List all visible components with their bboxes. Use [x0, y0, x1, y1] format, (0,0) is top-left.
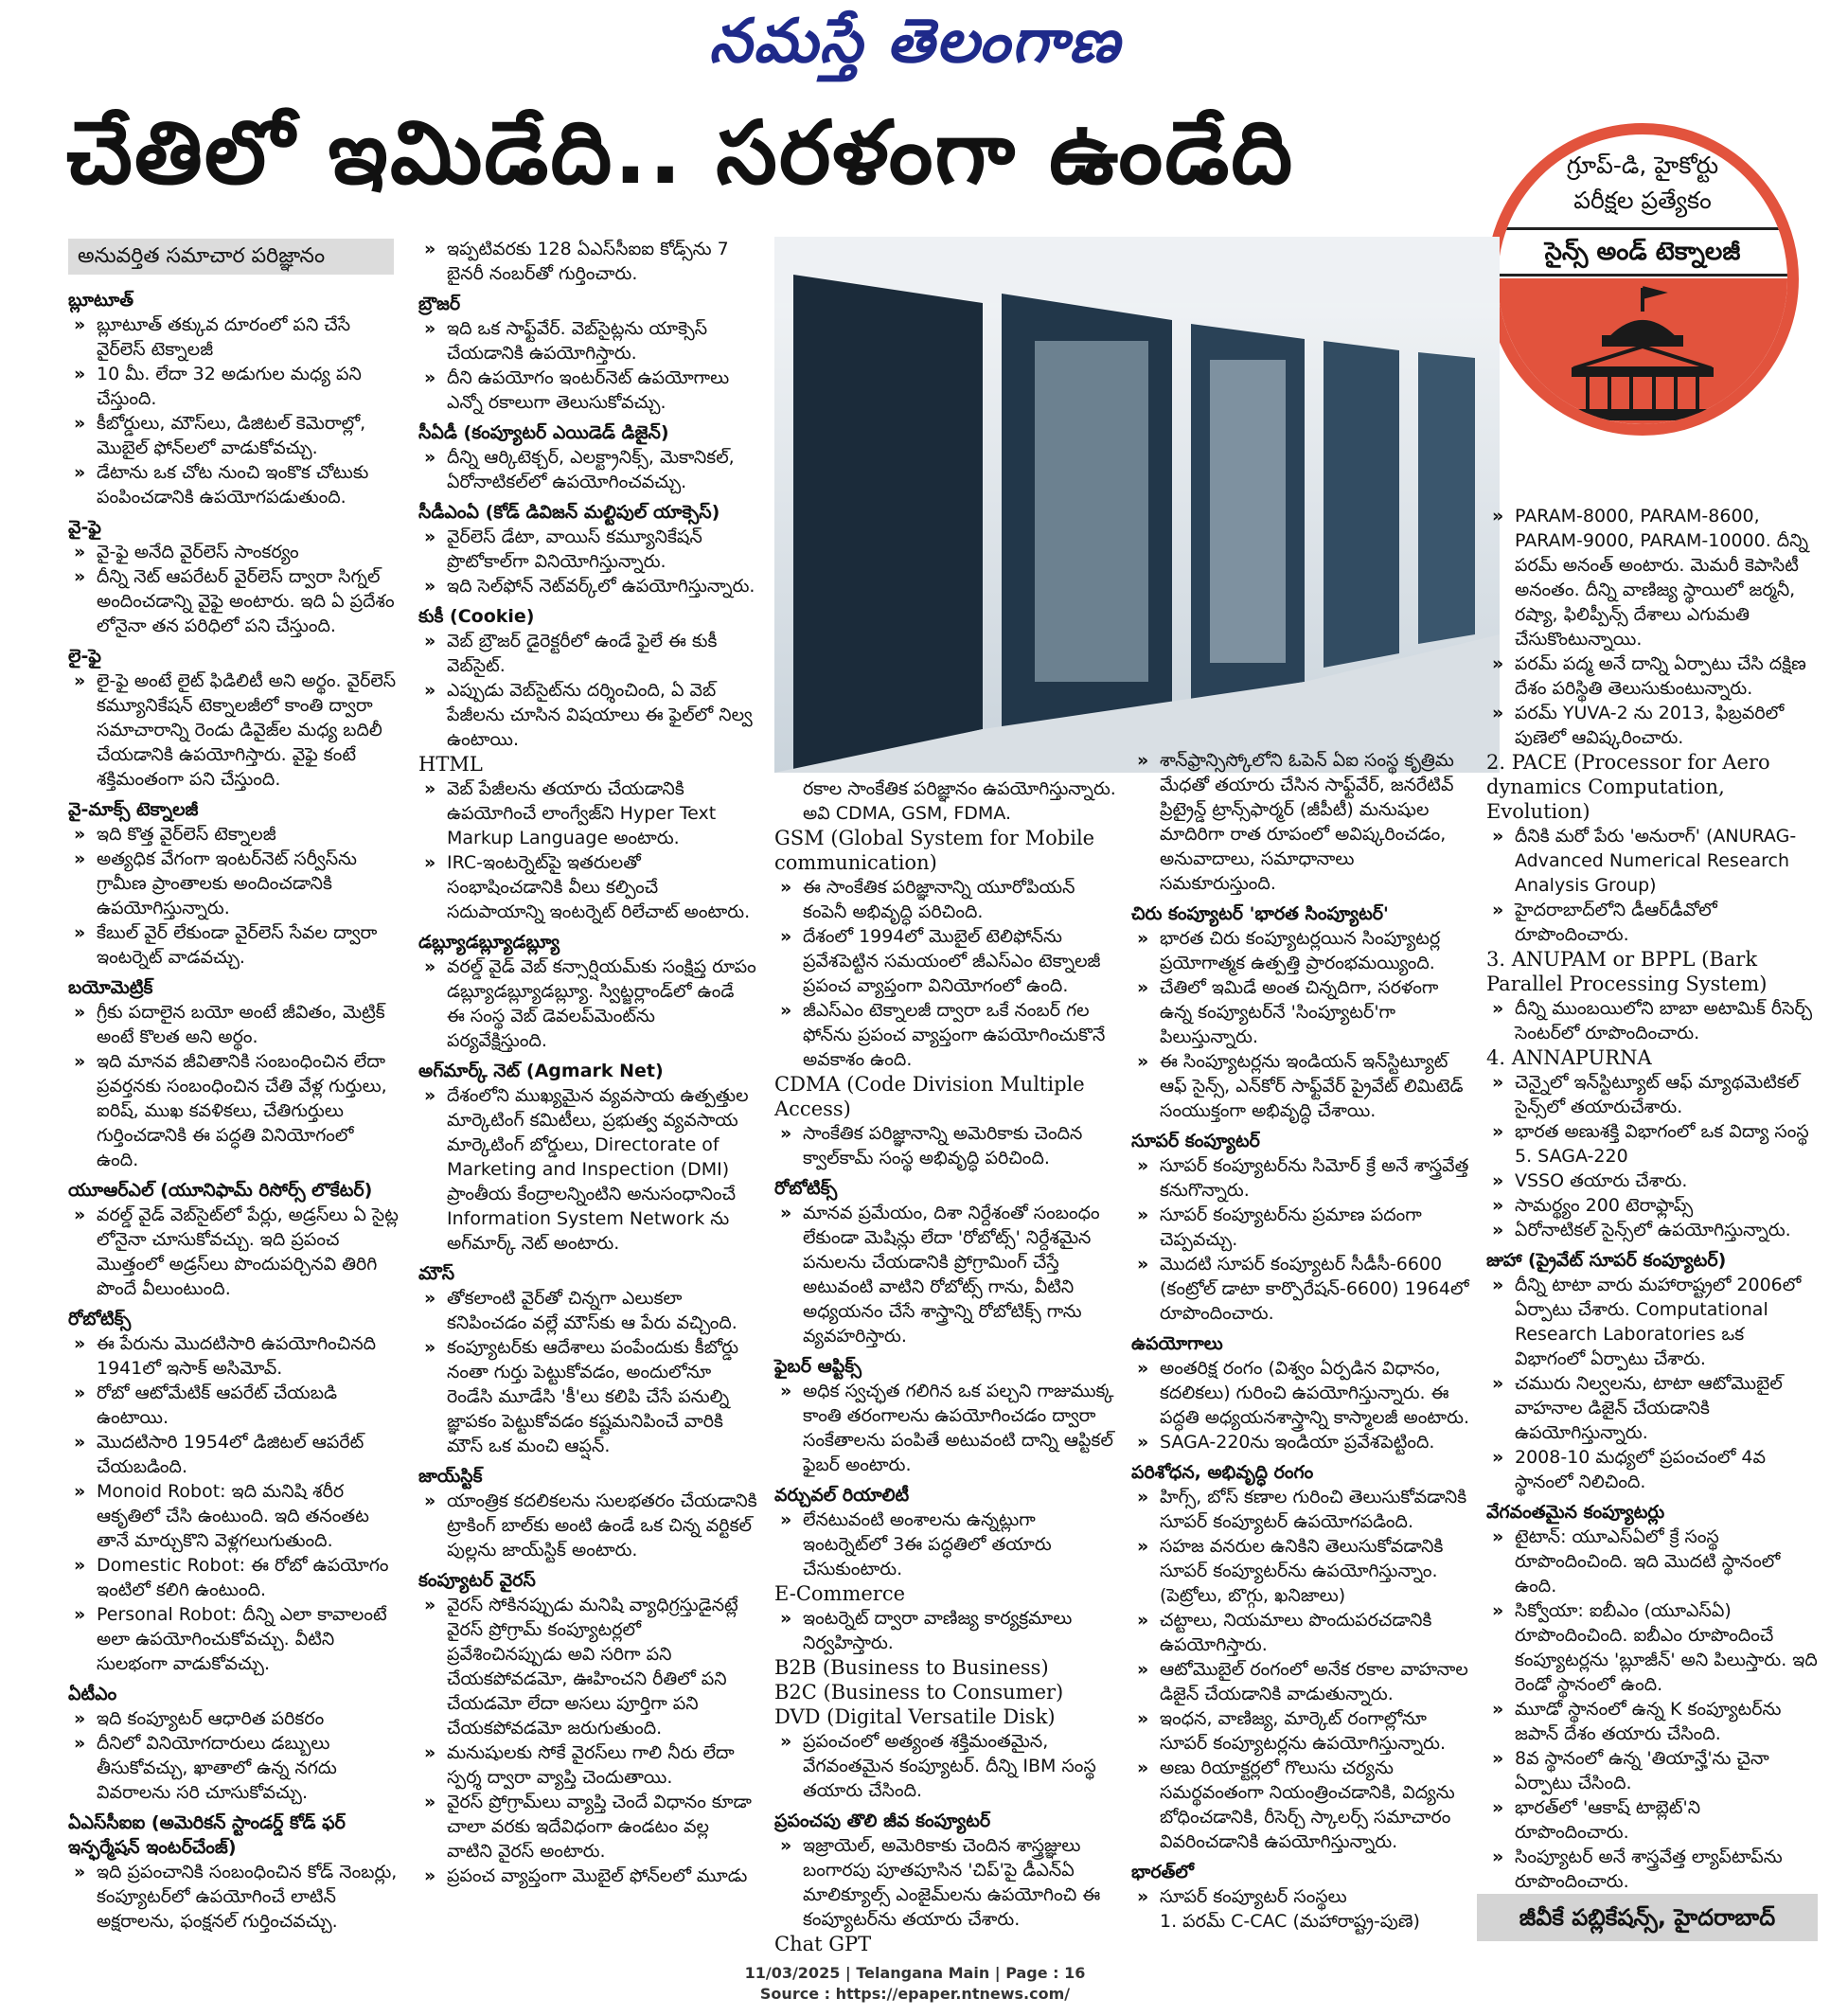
- column-2: [418, 237, 757, 1888]
- list-item: 2. PACE (Processor for Aero dynamics Computation, Evolution): [1486, 751, 1770, 823]
- section-heading: మౌస్: [418, 1263, 455, 1284]
- section-heading: ఏఎస్‌సీఐఐ (అమెరికన్ స్టాండర్డ్ కోడ్ ఫర్ ఇన్ఫర్మేషన్ ఇంటర్‌చేంజ్): [68, 1812, 346, 1858]
- list-item: » సూపర్ కంప్యూటర్ సంస్థలు: [1131, 1884, 1470, 1909]
- list-item: » Personal Robot: దీన్ని ఎలా కావాలంటే అలా ఉపయోగించుకోవచ్చు. వీటిని సులభంగా వాడుకోవచ్చు.: [68, 1602, 400, 1676]
- list-item: » మనుషులకు సోకే వైరస్‌లు గాలి నీరు లేదా స్పర్శ ద్వారా వ్యాప్తి చెందుతాయి.: [418, 1740, 757, 1790]
- list-item: » మొదటి సూపర్ కంప్యూటర్ సీడీసీ-6600 (కంట్రోల్ డాటా కార్పొరేషన్-6600) 1964లో రూపొందించారు.: [1131, 1252, 1470, 1326]
- list-item: » రోబో ఆటోమేటిక్ ఆపరేట్ చేయబడి ఉంటాయి.: [68, 1381, 400, 1430]
- list-item: 1. పరమ్ C-CAC (మహారాష్ట్ర-పుణె): [1160, 1911, 1420, 1932]
- section-heading: రోబోటిక్స్: [774, 1178, 838, 1199]
- list-item: » గ్రీకు పదాలైన బయో అంటే జీవితం, మెట్రిక్ అంటే కొలత అని అర్థం.: [68, 1000, 400, 1049]
- list-item: » లేనటువంటి అంశాలను ఉన్నట్లుగా ఇంటర్నెట్‌లో 3ఈ పద్ధతిలో తయారు చేసుకుంటారు.: [774, 1508, 1117, 1581]
- list-item: » చెన్నైలో ఇన్‌స్టిట్యూట్ ఆఫ్ మ్యాథమెటికల్ సైన్స్‌లో తయారుచేశారు.: [1486, 1070, 1818, 1119]
- list-item: » సిక్వోయా: ఐబీఎం (యూఎస్‌ఏ) రూపొందించింది. ఐబీఎం రూపొందించే కంప్యూటర్లను 'బ్లూజీన్' అని పిలుస్తారు. ఇది రెండో స్థానంలో ఉంది.: [1486, 1598, 1818, 1697]
- footer-source: Source : https://epaper.ntnews.com/: [759, 1985, 1071, 2003]
- list-item: » అత్యధిక వేగంగా ఇంటర్‌నెట్ సర్వీస్‌ను గ్రామీణ ప్రాంతాలకు అందించడానికి ఉపయోగిస్తున్నారు.: [68, 847, 400, 920]
- section-heading: సూపర్ కంప్యూటర్: [1131, 1131, 1260, 1151]
- publisher-credit: జీవీకే పబ్లికేషన్స్, హైదరాబాద్: [1477, 1894, 1818, 1941]
- list-item: CDMA (Code Division Multiple Access): [774, 1073, 1085, 1120]
- section-heading: జాయ్‌స్టిక్: [418, 1466, 483, 1487]
- list-item: » దీన్ని ముంబయిలోని బాబా అటామిక్ రీసెర్చ్ సెంటర్‌లో రూపొందించారు.: [1486, 996, 1818, 1045]
- list-item: రకాల సాంకేతిక పరిజ్ఞానం ఉపయోగిస్తున్నారు. అవి CDMA, GSM, FDMA.: [803, 778, 1116, 824]
- list-item: » లై-ఫై అంటే లైట్ ఫిడిలిటీ అని అర్థం. వైర్‌లెస్ కమ్యూనికేషన్ టెక్నాలజీలో కాంతి ద్వారా సమాచారాన్ని రెండు డివైజ్‌ల మధ్య బదిలీ చేయడానికి ఉపయోగిస్తారు. వైఫై కంటే శక్తిమంతంగా పని చేస్తుంది.: [68, 669, 400, 792]
- section-heading: ఉపయోగాలు: [1131, 1333, 1223, 1354]
- list-item: B2B (Business to Business): [774, 1656, 1049, 1679]
- section-heading: బయోమెట్రిక్: [68, 977, 153, 998]
- list-item: » Domestic Robot: ఈ రోబో ఉపయోగం ఇంటిలో కలిగి ఉంటుంది.: [68, 1553, 400, 1602]
- list-item: » వై-ఫై అనేది వైర్‌లెస్ సాంకర్యం: [68, 540, 400, 564]
- list-item: » సాంకేతిక పరిజ్ఞానాన్ని అమెరికాకు చెందిన క్వాల్‌కామ్ సంస్థ అభివృద్ధి పరిచింది.: [774, 1121, 1117, 1170]
- list-item: » IRC-ఇంటర్నెట్‌పై ఇతరులతో సంభాషించడానికి వీలు కల్పించే సదుపాయాన్ని ఇంటర్నెట్ రిలేచాట్ అంటారు.: [418, 850, 757, 924]
- list-item: » దీనికి మరో పేరు 'అనురాగ్' (ANURAG-Advanced Numerical Research Analysis Group): [1486, 824, 1818, 898]
- list-item: E-Commerce: [774, 1582, 906, 1605]
- list-item: 3. ANUPAM or BPPL (Bark Parallel Processing System): [1486, 948, 1768, 995]
- section-heading: వై-ఫై: [68, 517, 101, 538]
- list-item: » ఆటోమొబైల్ రంగంలో అనేక రకాల వాహనాల డిజైన్ చేయడానికి వాడుతున్నారు.: [1131, 1657, 1470, 1706]
- list-item: » సూపర్ కంప్యూటర్‌ను సిమోర్ క్రే అనే శాస్త్రవేత్త కనుగొన్నారు.: [1131, 1153, 1470, 1203]
- list-item: » టైటాన్: యూఎస్‌ఏలో క్రే సంస్థ రూపొందించింది. ఇది మొదటి స్థానంలో ఉంది.: [1486, 1525, 1818, 1598]
- list-item: » జీఎస్‌ఎం టెక్నాలజీ ద్వారా ఒకే నంబర్ గల ఫోన్‌ను ప్రపంచ వ్యాప్తంగా ఉపయోగించుకొనే అవకాశం ఉంది.: [774, 998, 1117, 1072]
- list-item: » భారత్‌లో 'ఆకాష్ టాబ్లెట్'ని రూపొందించారు.: [1486, 1795, 1818, 1845]
- list-item: GSM (Global System for Mobile communication): [774, 827, 1095, 874]
- list-item: » PARAM-8000, PARAM-8600, PARAM-9000, PARAM-10000. దీన్ని పరమ్ అనంత్ అంటారు. మెమరీ కెపాసిటీ అనంతం. దీన్ని వాణిజ్య స్థాయిలో జర్మనీ, రష్యా, ఫిలిప్పీన్స్ దేశాలు ఎగుమతి చేసుకొంటున్నాయి.: [1486, 504, 1818, 651]
- list-item: » మొదటిసారి 1954లో డిజిటల్ ఆపరేట్ చేయబడింది.: [68, 1430, 400, 1479]
- list-item: » వెబ్ బ్రౌజర్ డైరెక్టరీలో ఉండే ఫైలే ఈ కుకీ వెబ్‌సైట్.: [418, 629, 757, 678]
- section-heading: సీడీఎంఏ (కోడ్ డివిజన్ మల్టిపుల్ యాక్సెస్): [418, 502, 720, 523]
- section-heading: అగ్‌మార్క్ నెట్ (Agmark Net): [418, 1061, 664, 1081]
- list-item: » దేశంలోని ముఖ్యమైన వ్యవసాయ ఉత్పత్తుల మార్కెటింగ్ కమిటీలు, ప్రభుత్వ వ్యవసాయ మార్కెటింగ్ బోర్డులు, Directorate of Marketing and Inspection (DMI) ప్రాంతీయ కేంద్రాలన్నింటిని అనుసంధానించే Information System Network ను అగ్‌మార్క్ నెట్ అంటారు.: [418, 1083, 757, 1256]
- list-item: » దీన్ని ఆర్కిటెక్చర్, ఎలక్ట్రానిక్స్, మెకానికల్, ఏరోనాటికల్‌లో ఉపయోగించవచ్చు.: [418, 445, 757, 494]
- list-item: » అణు రియాక్టర్లలో గొలుసు చర్యను సమర్థవంతంగా నియంత్రించడానికి, విద్యను బోధించడానికి, రీసెర్చ్ స్కాలర్స్ సమాచారం వివరించడానికి ఉపయోగిస్తున్నారు.: [1131, 1756, 1470, 1854]
- list-item: » యాంత్రిక కదలికలను సులభతరం చేయడానికి ట్రాకింగ్ బాల్‌కు అంటి ఉండే ఒక చిన్న వర్టికల్ పుల్లను జాయ్‌స్టిక్ అంటారు.: [418, 1489, 757, 1562]
- list-item: » దీని ఉపయోగం ఇంటర్‌నెట్ ఉపయోగాలు ఎన్నో రకాలుగా తెలుసుకోవచ్చు.: [418, 366, 757, 415]
- section-heading: కంప్యూటర్ వైరస్: [418, 1570, 536, 1591]
- headline: చేతిలో ఇమిడేది.. సరళంగా ఉండేది: [66, 102, 1295, 204]
- list-item: » 10 మీ. లేదా 32 అడుగుల మధ్య పని చేస్తుంది.: [68, 362, 400, 411]
- list-item: » బ్లూటూత్ తక్కువ దూరంలో పని చేసే వైర్‌లెస్ టెక్నాలజీ: [68, 312, 400, 362]
- list-item: » ఇప్పటివరకు 128 ఏఎస్‌సీఐఐ కోడ్స్‌ను 7 బైనరీ నంబర్‌తో గుర్తించారు.: [418, 237, 757, 286]
- list-item: » వెబ్ పేజీలను తయారు చేయడానికి ఉపయోగించే లాంగ్వేజ్‌ని Hyper Text Markup Language అంటారు.: [418, 776, 757, 850]
- list-item: » పరమ్ YUVA-2 ను 2013, ఫిబ్రవరిలో పుణెలో ఆవిష్కరించారు.: [1486, 701, 1818, 750]
- list-item: Chat GPT: [774, 1933, 872, 1955]
- list-item: » వైర్‌లెస్ డేటా, వాయిస్ కమ్యూనికేషన్ ప్రొటోకాల్‌గా వినియోగిస్తున్నారు.: [418, 525, 757, 574]
- list-item: » దీనిలో వినియోగదారులు డబ్బులు తీసుకోవచ్చు, ఖాతాలో ఉన్న నగదు వివరాలను సరి చూసుకోవచ్చు.: [68, 1731, 400, 1805]
- list-item: HTML: [418, 753, 483, 776]
- section-heading: సీఏడీ (కంప్యూటర్ ఎయిడెడ్ డిజైన్): [418, 422, 669, 443]
- list-item: » ఏరోనాటికల్ సైన్స్‌లో ఉపయోగిస్తున్నారు.: [1486, 1218, 1818, 1242]
- list-item: » ఈ సాంకేతిక పరిజ్ఞానాన్ని యూరోపియన్ కంపెనీ అభివృద్ధి పరిచింది.: [774, 875, 1117, 924]
- section-heading: డబ్ల్యూడబ్ల్యూడబ్ల్యూ: [418, 932, 560, 953]
- list-item: » హైదరాబాద్‌లోని డీఆర్‌డీవోలో రూపొందించారు.: [1486, 898, 1818, 947]
- supercomputer-photo: [774, 237, 1500, 773]
- list-item: » ఇజ్రాయెల్, అమెరికాకు చెందిన శాస్త్రజ్ఞులు బంగారపు పూతపూసిన 'చిప్'పై డీఎన్‌ఏ మాలిక్యూల్స్ ఎంజైమ్‌లను ఉపయోగించి ఈ కంప్యూటర్‌ను తయారు చేశారు.: [774, 1833, 1117, 1932]
- list-item: » సామర్థ్యం 200 టెరాఫ్లాప్స్: [1486, 1193, 1818, 1218]
- list-item: » వరల్డ్ వైడ్ వెబ్‌సైట్‌లో పేర్లు, అడ్రస్‌లు ఏ సైట్ల లోనైనా చూసుకోవచ్చు. ఇది ప్రపంచ మొత్తంలో అడ్రస్‌లు పొందుపర్చినవి తిరిగి పొందే వీలుంటుంది.: [68, 1203, 400, 1301]
- section-heading: లై-ఫై: [68, 646, 101, 667]
- list-item: » అధిక స్వచ్ఛత గలిగిన ఒక పల్చని గాజుముక్క కాంతి తరంగాలను ఉపయోగించడం ద్వారా సంకేతాలను పంపితే అటువంటి దాన్ని ఆప్టికల్ ఫైబర్ అంటారు.: [774, 1379, 1117, 1477]
- badge-line-2: పరీక్షల ప్రత్యేకం: [1573, 187, 1712, 214]
- column-5: [1486, 504, 1818, 1894]
- government-building-icon: [1498, 278, 1787, 430]
- section-heading: బ్రౌజర్: [418, 294, 461, 314]
- list-item: » ఇది మానవ జీవితానికి సంబంధించిన లేదా ప్రవర్తనకు సంబంధించిన చేతి వేళ్ల గుర్తులు, ఐరిష్, ముఖ కవళికలు, చేతిగుర్తులు గుర్తించడానికి ఈ పద్ధతి వినియోగంలో ఉంది.: [68, 1049, 400, 1172]
- list-item: » మూడో స్థానంలో ఉన్న K కంప్యూటర్‌ను జపాన్ దేశం తయారు చేసింది.: [1486, 1697, 1818, 1746]
- list-item: » వైరస్ సోకినప్పుడు మనిషి వ్యాధిగ్రస్తుడైనట్లే వైరస్ ప్రోగ్రామ్ కంప్యూటర్లలో ప్రవేశించినప్పుడు అవి సరిగా పని చేయకపోవడమో, ఊహించని రీతిలో పని చేయడమో లేదా అసలు పూర్తిగా పని చేయకపోవడమో జరుగుతుంది.: [418, 1593, 757, 1740]
- list-item: » ఇంటర్నెట్ ద్వారా వాణిజ్య కార్యక్రమాలు నిర్వహిస్తారు.: [774, 1606, 1117, 1655]
- section-heading: బ్లూటూత్: [68, 290, 134, 311]
- section-heading: జుహా (ప్రైవేట్ సూపర్ కంప్యూటర్): [1486, 1250, 1727, 1271]
- list-item: » కీబోర్డులు, మౌస్‌లు, డిజిటల్ కెమెరాల్లో, మొబైల్ ఫోన్‌లలో వాడుకోవచ్చు.: [68, 411, 400, 460]
- list-item: » శాన్‌ఫ్రాన్సిస్కోలోని ఓపెన్ ఏఐ సంస్థ కృత్రిమ మేధతో తయారు చేసిన సాఫ్ట్‌వేర్, జనరేటివ్ ప్రిట్రైన్డ్ ట్రాన్స్‌ఫార్మర్ (జీపీటీ) మనుషుల మాదిరిగా రాత రూపంలో అవిష్కరించడం, అనువాదాలు, సమాధానాలు సమకూరుస్తుంది.: [1131, 748, 1470, 896]
- badge-line-3: సైన్స్ అండ్ టెక్నాలజీ: [1498, 227, 1787, 277]
- list-item: » కేబుల్ వైర్ లేకుండా వైర్‌లెస్ సేవల ద్వారా ఇంటర్నెట్ వాడవచ్చు.: [68, 920, 400, 970]
- column-1: [68, 282, 400, 1934]
- list-item: » దీన్ని నెట్ ఆపరేటర్ వైర్‌లెస్ ద్వారా సిగ్నల్ అందించడాన్ని వైఫై అంటారు. ఇది ఏ ప్రదేశం లోనైనా తన పరిధిలో పని చేస్తుంది.: [68, 564, 400, 638]
- list-item: » కంప్యూటర్‌కు ఆదేశాలు పంపేందుకు కీబోర్డు నంతా గుర్తు పెట్టుకోవడం, అందులోనూ రెండేసి మూడేసి 'కీ'లు కలిపి చేసే పనుల్ని జ్ఞాపకం పెట్టుకోవడం కష్టమనిపించే వారికి మౌస్ ఒక మంచి ఆప్షన్.: [418, 1335, 757, 1458]
- list-item: » చేతిలో ఇమిడే అంత చిన్నదిగా, సరళంగా ఉన్న కంప్యూటర్‌నే 'సింప్యూటర్'గా పిలుస్తున్నారు.: [1131, 975, 1470, 1049]
- section-heading: చిరు కంప్యూటర్ 'భారత సింప్యూటర్': [1131, 903, 1389, 924]
- list-item: » ఇంధన, వాణిజ్య, మార్కెట్ రంగాల్లోనూ సూపర్ కంప్యూటర్లను ఉపయోగిస్తున్నారు.: [1131, 1706, 1470, 1756]
- section-heading: ఫైబర్ ఆప్టిక్స్: [774, 1356, 862, 1377]
- section-heading: పరిశోధన, అభివృద్ధి రంగం: [1131, 1462, 1314, 1483]
- masthead: నమస్తే తెలంగాణ: [708, 6, 1122, 77]
- list-item: » ఇది కొత్త వైర్‌లెస్ టెక్నాలజీ: [68, 822, 400, 847]
- list-item: » ప్రపంచ వ్యాప్తంగా మొబైల్ ఫోన్‌లలో మూడు: [418, 1864, 757, 1888]
- section-heading: వై-మాక్స్ టెక్నాలజీ: [68, 799, 199, 820]
- list-item: » ఇది కంప్యూటర్ ఆధారిత పరికరం: [68, 1706, 400, 1731]
- section-heading: రోబోటిక్స్: [68, 1309, 132, 1329]
- list-item: » ఈ పేరును మొదటిసారి ఉపయోగించినది 1941లో ఇసాక్ అసిమోవ్.: [68, 1331, 400, 1381]
- list-item: » భారత అణుశక్తి విభాగంలో ఒక విద్యా సంస్థ: [1486, 1119, 1818, 1144]
- list-item: » ఇది సెల్‌ఫోన్ నెట్‌వర్క్‌లో ఉపయోగిస్తున్నారు.: [418, 574, 757, 598]
- list-item: » వైరస్ ప్రోగ్రామ్‌లు వ్యాప్తి చెందే విధానం కూడా చాలా వరకు ఇదేవిధంగా ఉండటం వల్ల వాటిని వైరస్ అంటారు.: [418, 1790, 757, 1864]
- list-item: » మానవ ప్రమేయం, దిశా నిర్దేశంతో సంబంధం లేకుండా మెషిన్లు లేదా 'రోబోట్స్' నిర్దేశమైన పనులను చేయడానికి ప్రోగ్రామింగ్ చేస్తే అటువంటి వాటిని రోబోట్స్ గాను, వీటిని అధ్యయనం చేసే శాస్త్రాన్ని రోబోటిక్స్ గాను వ్యవహరిస్తారు.: [774, 1201, 1117, 1348]
- list-item: 4. ANNAPURNA: [1486, 1046, 1652, 1069]
- list-item: » 2008-10 మధ్యలో ప్రపంచంలో 4వ స్థానంలో నిలిచింది.: [1486, 1445, 1818, 1494]
- list-item: » 8వ స్థానంలో ఉన్న 'తియాన్హే'ను చైనా ఏర్పాటు చేసింది.: [1486, 1746, 1818, 1795]
- section-heading: వేగవంతమైన కంప్యూటర్లు: [1486, 1502, 1665, 1523]
- list-item: » భారత చిరు కంప్యూటర్లయిన సింప్యూటర్ల ప్రయోగాత్మక ఉత్పత్తి ప్రారంభమయ్యింది.: [1131, 926, 1470, 975]
- list-item: » VSSO తయారు చేశారు.: [1486, 1169, 1818, 1193]
- list-item: » ప్రపంచంలో అత్యంత శక్తిమంతమైన, వేగవంతమైన కంప్యూటర్. దీన్ని IBM సంస్థ తయారు చేసింది.: [774, 1729, 1117, 1803]
- list-item: » Monoid Robot: ఇది మనిషి శరీర ఆకృతిలో చేసి ఉంటుంది. ఇది తనంతట తానే మార్చుకొని వెళ్లగలుగుతుంది.: [68, 1479, 400, 1553]
- column-4: [1131, 748, 1470, 1934]
- list-item: » సింప్యూటర్ అనే శాస్త్రవేత్త ల్యాప్‌టాప్‌ను రూపొందించారు.: [1486, 1845, 1818, 1894]
- list-item: » డేటాను ఒక చోట నుంచి ఇంకొక చోటుకు పంపించడానికి ఉపయోగపడుతుంది.: [68, 460, 400, 509]
- list-item: » తోకలాంటి వైర్‌తో చిన్నగా ఎలుకలా కనిపించడం వల్లే మౌస్‌కు ఆ పేరు వచ్చింది.: [418, 1286, 757, 1335]
- section-heading: యూఆర్ఎల్ (యూనిఫామ్ రిసోర్స్ లొకేటర్): [68, 1180, 373, 1201]
- list-item: » సహజ వనరుల ఉనికిని తెలుసుకోవడానికి సూపర్ కంప్యూటర్‌ను ఉపయోగిస్తున్నాం. (పెట్రోలు, బొగ్గు, ఖనిజాలు): [1131, 1534, 1470, 1608]
- list-item: » వరల్డ్ వైడ్ వెబ్ కన్సార్షియమ్‌కు సంక్షిప్త రూపం డబ్ల్యూడబ్ల్యూడబ్ల్యూ. స్విట్జర్లాండ్‌లో ఉండే ఈ సంస్థ వెబ్ డెవలప్‌మెంట్‌ను పర్యవేక్షిస్తుంది.: [418, 954, 757, 1053]
- list-item: 5. SAGA-220: [1515, 1146, 1628, 1167]
- section-heading: భారత్‌లో: [1131, 1862, 1194, 1882]
- list-item: » సూపర్ కంప్యూటర్‌ను ప్రమాణ పదంగా చెప్పవచ్చు.: [1131, 1203, 1470, 1252]
- section-heading: ఏటీఎం: [68, 1684, 117, 1704]
- list-item: » ఇది ఒక సాఫ్ట్‌వేర్. వెబ్‌సైట్లను యాక్సెస్ చేయడానికి ఉపయోగిస్తారు.: [418, 316, 757, 366]
- section-heading: కుకీ (Cookie): [418, 606, 535, 627]
- list-item: DVD (Digital Versatile Disk): [774, 1705, 1056, 1728]
- footer-date: 11/03/2025 | Telangana Main | Page : 16: [744, 1964, 1086, 1982]
- section-tag: అనువర్తిత సమాచార పరిజ్ఞానం: [68, 239, 394, 275]
- list-item: » దేశంలో 1994లో మొబైల్ టెలిఫోన్‌ను ప్రవేశపెట్టిన సమయంలో జీఎస్‌ఎం టెక్నాలజీ ప్రపంచ వ్యాప్తంగా వినియోగంలో ఉంది.: [774, 924, 1117, 998]
- list-item: B2C (Business to Consumer): [774, 1681, 1064, 1704]
- list-item: » హిగ్స్, బోస్ కణాల గురించి తెలుసుకోవడానికి సూపర్ కంప్యూటర్ ఉపయోగపడింది.: [1131, 1485, 1470, 1534]
- list-item: » పరమ్ పద్మ అనే దాన్ని ఏర్పాటు చేసి దక్షిణ దేశం పరిస్థితి తెలుసుకుంటున్నారు.: [1486, 651, 1818, 701]
- section-heading: వర్చువల్ రియాలిటీ: [774, 1485, 910, 1506]
- list-item: » ఇది ప్రపంచానికి సంబంధించిన కోడ్ నెంబర్లు, కంప్యూటర్‌లో ఉపయోగించే లాటిన్ అక్షరాలను, ఫంక్షనల్ గుర్తించవచ్చు.: [68, 1860, 400, 1934]
- list-item: » చట్టాలు, నియమాలు పొందుపరచడానికి ఉపయోగిస్తారు.: [1131, 1608, 1470, 1657]
- column-3: [774, 776, 1117, 1956]
- list-item: » దీన్ని టాటా వారు మహారాష్ట్రలో 2006లో ఏర్పాటు చేశారు. Computational Research Laboratories ఒక విభాగంలో ఏర్పాటు చేశారు.: [1486, 1273, 1818, 1371]
- list-item: » SAGA-220ను ఇండియా ప్రవేశపెట్టింది.: [1131, 1430, 1470, 1454]
- badge-line-1: గ్రూప్-డి, హైకోర్టు: [1566, 152, 1719, 179]
- list-item: » చమురు నిల్వలను, టాటా ఆటోమొబైల్ వాహనాల డిజైన్ చేయడానికి ఉపయోగిస్తున్నారు.: [1486, 1371, 1818, 1445]
- list-item: » ఈ సింప్యూటర్లను ఇండియన్ ఇన్‌స్టిట్యూట్ ఆఫ్ సైన్స్, ఎన్‌కోర్ సాఫ్ట్‌వేర్ ప్రైవేట్ లిమిటెడ్ సంయుక్తంగా అభివృద్ధి చేశాయి.: [1131, 1049, 1470, 1123]
- list-item: » ఎప్పుడు వెబ్‌సైట్‌ను దర్శించింది, ఏ వెబ్ పేజీలను చూసిన విషయాలు ఈ ఫైల్‌లో నిల్వ ఉంటాయి.: [418, 678, 757, 752]
- list-item: » అంతరిక్ష రంగం (విశ్వం ఏర్పడిన విధానం, కదలికలు) గురించి ఉపయోగిస్తున్నారు. ఈ పద్ధతి అధ్యయనశాస్త్రాన్ని కాస్మాలజీ అంటారు.: [1131, 1356, 1470, 1430]
- exam-badge: [1486, 123, 1799, 436]
- section-heading: ప్రపంచపు తొలి జీవ కంప్యూటర్: [774, 1811, 991, 1831]
